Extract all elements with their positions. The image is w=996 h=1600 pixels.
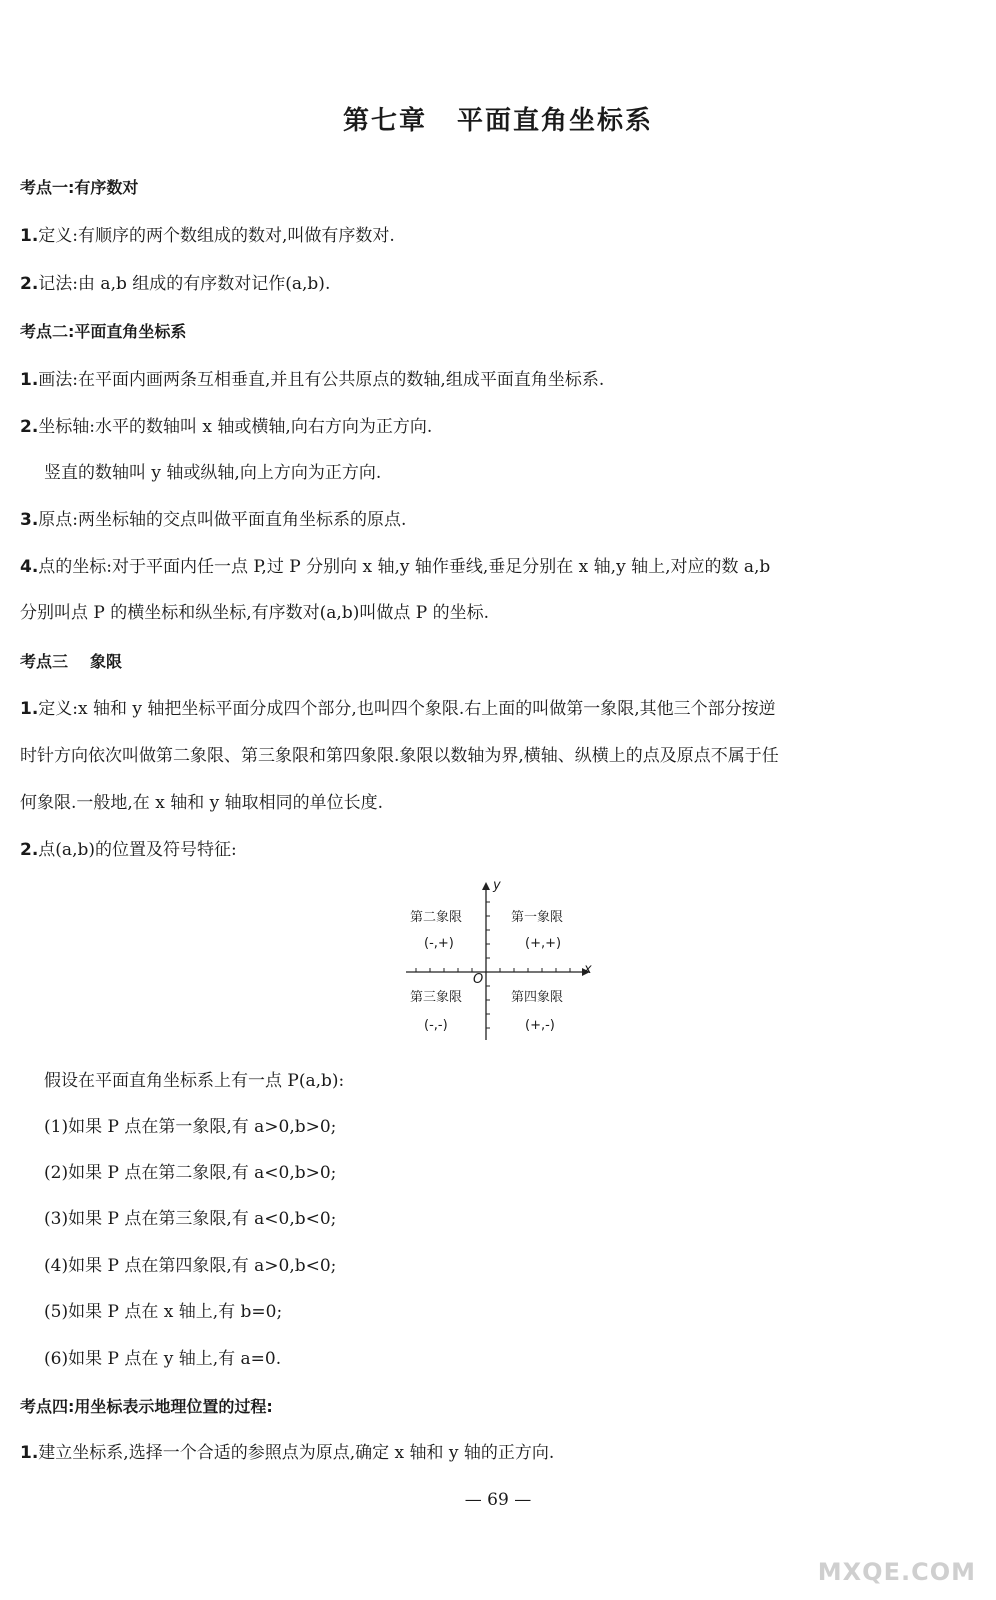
quadrant-3-sign: (-,-) — [424, 1018, 448, 1033]
paragraph: 2.记法:由 a,b 组成的有序数对记作(a,b). — [20, 274, 331, 294]
quadrant-diagram — [400, 876, 600, 1046]
chapter-title — [0, 100, 996, 137]
quadrant-4-label: 第四象限 — [511, 990, 564, 1005]
page-number: — 69 — — [464, 1490, 532, 1510]
watermark-logo — [817, 1506, 976, 1586]
list-item: (3)如果 P 点在第三象限,有 a<0,b<0; — [44, 1209, 337, 1229]
quadrant-1-label: 第一象限 — [511, 910, 564, 925]
section-heading-4: 考点四:用坐标表示地理位置的过程: — [20, 1397, 273, 1416]
quadrant-2-sign: (-,+) — [424, 936, 454, 951]
list-item: (5)如果 P 点在 x 轴上,有 b=0; — [44, 1302, 283, 1322]
chapter-number: 第七章 — [342, 106, 427, 136]
paragraph: 竖直的数轴叫 y 轴或纵轴,向上方向为正方向. — [44, 463, 382, 483]
x-axis-label: x — [584, 962, 592, 977]
list-item: (1)如果 P 点在第一象限,有 a>0,b>0; — [44, 1117, 337, 1137]
y-axis-label: y — [493, 878, 501, 893]
section-heading-2: 考点二:平面直角坐标系 — [20, 322, 187, 341]
chapter-name: 平面直角坐标系 — [457, 106, 654, 136]
paragraph: 分别叫点 P 的横坐标和纵坐标,有序数对(a,b)叫做点 P 的坐标. — [20, 603, 489, 623]
paragraph: 时针方向依次叫做第二象限、第三象限和第四象限.象限以数轴为界,横轴、纵横上的点及原点不属于任 — [20, 746, 779, 766]
list-item: (6)如果 P 点在 y 轴上,有 a=0. — [44, 1349, 282, 1369]
paragraph: 何象限.一般地,在 x 轴和 y 轴取相同的单位长度. — [20, 793, 384, 813]
paragraph: 1.定义:有顺序的两个数组成的数对,叫做有序数对. — [20, 226, 395, 246]
quadrant-4-sign: (+,-) — [525, 1018, 555, 1033]
paragraph: 2.坐标轴:水平的数轴叫 x 轴或横轴,向右方向为正方向. — [20, 417, 433, 437]
quadrant-3-label: 第三象限 — [410, 990, 463, 1005]
paragraph: 假设在平面直角坐标系上有一点 P(a,b): — [44, 1071, 345, 1091]
paragraph: 1.建立坐标系,选择一个合适的参照点为原点,确定 x 轴和 y 轴的正方向. — [20, 1443, 555, 1463]
quadrant-2-label: 第二象限 — [410, 910, 463, 925]
section-heading-1: 考点一:有序数对 — [20, 178, 139, 197]
origin-label: O — [473, 972, 484, 987]
list-item: (4)如果 P 点在第四象限,有 a>0,b<0; — [44, 1256, 337, 1276]
paragraph: 2.点(a,b)的位置及符号特征: — [20, 840, 237, 860]
paragraph: 3.原点:两坐标轴的交点叫做平面直角坐标系的原点. — [20, 510, 407, 530]
section-heading-3: 考点三 象限 — [20, 652, 123, 671]
paragraph: 1.定义:x 轴和 y 轴把坐标平面分成四个部分,也叫四个象限.右上面的叫做第一象限,其他三个部分按逆 — [20, 699, 776, 719]
paragraph: 4.点的坐标:对于平面内任一点 P,过 P 分别向 x 轴,y 轴作垂线,垂足分别在 x 轴,y 轴上,对应的数 a,b — [20, 557, 771, 577]
list-item: (2)如果 P 点在第二象限,有 a<0,b>0; — [44, 1163, 337, 1183]
watermark-text: MXQE.COM — [817, 1558, 976, 1586]
quadrant-1-sign: (+,+) — [525, 936, 562, 951]
paragraph: 1.画法:在平面内画两条互相垂直,并且有公共原点的数轴,组成平面直角坐标系. — [20, 370, 605, 390]
